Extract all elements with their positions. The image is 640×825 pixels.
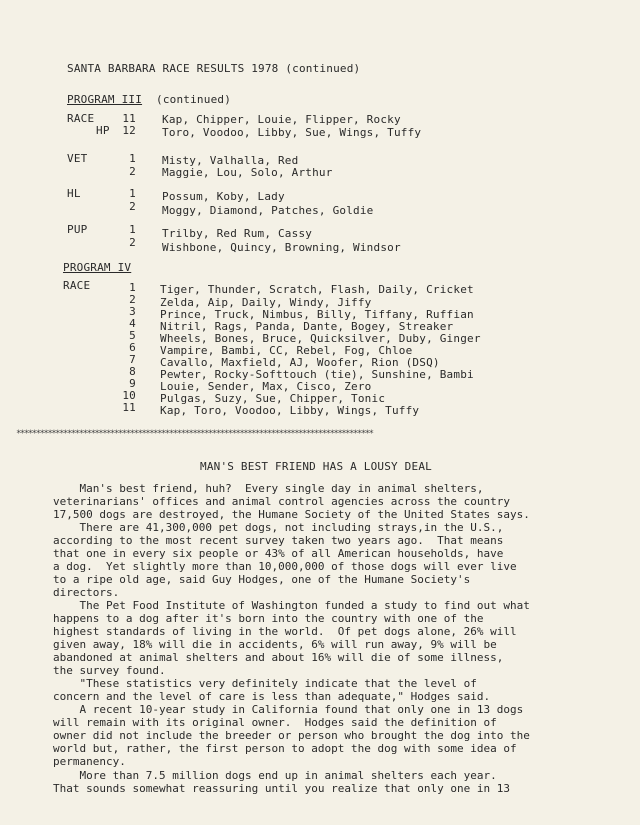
program-3-row-number: 2	[129, 165, 136, 178]
program-3-row-names: Maggie, Lou, Solo, Arthur	[162, 166, 333, 179]
article-line: "These statistics very definitely indicate that the level of	[53, 677, 477, 690]
article-line: will remain with its original owner. Hodges said the definition of	[53, 716, 497, 729]
program-3-row-names: Wishbone, Quincy, Browning, Windsor	[162, 241, 401, 254]
article-line: given away, 18% will die in accidents, 6% will run away, 9% will be	[53, 638, 497, 651]
program-3-row-names: Possum, Koby, Lady	[162, 190, 285, 203]
article-line: The Pet Food Institute of Washington funded a study to find out what	[53, 599, 530, 612]
program-4-heading: PROGRAM IV	[63, 261, 132, 274]
article-line: according to the most recent survey taken two years ago. That means	[53, 534, 504, 547]
program-4-row-names: Wheels, Bones, Bruce, Quicksilver, Duby, Ginger	[160, 332, 481, 345]
article-line: owner did not include the breeder or person who brought the dog into the	[53, 729, 530, 742]
program-4-row-number: 6	[129, 341, 136, 354]
program-4-row-names: Tiger, Thunder, Scratch, Flash, Daily, Cricket	[160, 283, 474, 296]
program-3-row-label: RACE	[67, 112, 95, 125]
program-4-row-names: Zelda, Aip, Daily, Windy, Jiffy	[160, 296, 372, 309]
program-4-row-names: Kap, Toro, Voodoo, Libby, Wings, Tuffy	[160, 404, 420, 417]
program-3-row-label: VET	[67, 152, 88, 165]
program-4-row-names: Louie, Sender, Max, Cisco, Zero	[160, 380, 372, 393]
program-4-row-number: 4	[129, 317, 136, 330]
page-title: SANTA BARBARA RACE RESULTS 1978 (continued)	[67, 62, 361, 75]
article-line: the survey found.	[53, 664, 166, 677]
program-4-row-number: 7	[129, 353, 136, 366]
program-3-row-names: Trilby, Red Rum, Cassy	[162, 227, 313, 240]
article-line: veterinarians' offices and animal control agencies across the country	[53, 495, 510, 508]
article-line: permanency.	[53, 755, 126, 768]
program-4-row-names: Nitril, Rags, Panda, Dante, Bogey, Streaker	[160, 320, 454, 333]
article-line: to a ripe old age, said Guy Hodges, one of the Humane Society's	[53, 573, 471, 586]
program-4-row-names: Cavallo, Maxfield, AJ, Woofer, Rion (DSQ)	[160, 356, 440, 369]
article-line: abandoned at animal shelters and about 16% will die of some illness,	[53, 651, 504, 664]
program-3-heading: PROGRAM III	[67, 93, 143, 106]
article-line: concern and the level of care is less than adequate," Hodges said.	[53, 690, 491, 703]
program-3-row-names: Misty, Valhalla, Red	[162, 154, 299, 167]
program-3-row-number: 2	[129, 200, 136, 213]
article-line: 17,500 dogs are destroyed, the Humane Society of the United States says.	[53, 508, 530, 521]
program-3-row-names: Kap, Chipper, Louie, Flipper, Rocky	[162, 113, 401, 126]
article-line: highest standards of living in the world. Of pet dogs alone, 26% will	[53, 625, 517, 638]
program-3-row-number: 2	[129, 236, 136, 249]
program-4-row-number: 10	[122, 389, 136, 402]
article-line: There are 41,300,000 pet dogs, not including strays,in the U.S.,	[53, 521, 504, 534]
program-3-row-names: Moggy, Diamond, Patches, Goldie	[162, 204, 374, 217]
program-3-row-number: 11	[122, 112, 136, 125]
article-title: MAN'S BEST FRIEND HAS A LOUSY DEAL	[200, 460, 432, 473]
program-4-row-number: 3	[129, 305, 136, 318]
article-line: directors.	[53, 586, 120, 599]
program-4-row-number: 8	[129, 365, 136, 378]
asterisk-divider: *******************************************************************************************	[16, 429, 373, 439]
program-4-row-label: RACE	[63, 279, 91, 292]
article-line: That sounds somewhat reassuring until you realize that only one in 13	[53, 782, 510, 795]
program-3-row-number: 1	[129, 223, 136, 236]
program-4-row-number: 5	[129, 329, 136, 342]
program-4-row-names: Pewter, Rocky-Softtouch (tie), Sunshine, Bambi	[160, 368, 474, 381]
article-line: that one in every six people or 43% of all American households, have	[53, 547, 504, 560]
program-3-heading-suffix: (continued)	[156, 93, 232, 106]
program-4-row-names: Vampire, Bambi, CC, Rebel, Fog, Chloe	[160, 344, 413, 357]
program-4-row-names: Prince, Truck, Nimbus, Billy, Tiffany, Ruffian	[160, 308, 474, 321]
article-line: world but, rather, the first person to adopt the dog with some idea of	[53, 742, 517, 755]
article-line: happens to a dog after it's born into the country with one of the	[53, 612, 484, 625]
article-line: More than 7.5 million dogs end up in animal shelters each year.	[53, 769, 497, 782]
program-3-row-number: 1	[129, 187, 136, 200]
program-4-row-names: Pulgas, Suzy, Sue, Chipper, Tonic	[160, 392, 386, 405]
program-3-row-label: HL	[67, 187, 81, 200]
program-4-row-number: 11	[122, 401, 136, 414]
program-4-row-number: 9	[129, 377, 136, 390]
program-3-row-number: 12	[122, 124, 136, 137]
program-3-row-names: Toro, Voodoo, Libby, Sue, Wings, Tuffy	[162, 126, 422, 139]
article-line: A recent 10-year study in California found that only one in 13 dogs	[53, 703, 524, 716]
program-4-row-number: 2	[129, 293, 136, 306]
program-3-row-label: PUP	[67, 223, 88, 236]
program-4-row-number: 1	[129, 281, 136, 294]
program-3-row-sublabel: HP	[96, 124, 110, 137]
article-line: Man's best friend, huh? Every single day in animal shelters,	[53, 482, 484, 495]
program-3-row-number: 1	[129, 152, 136, 165]
article-line: a dog. Yet slightly more than 10,000,000 of those dogs will ever live	[53, 560, 517, 573]
